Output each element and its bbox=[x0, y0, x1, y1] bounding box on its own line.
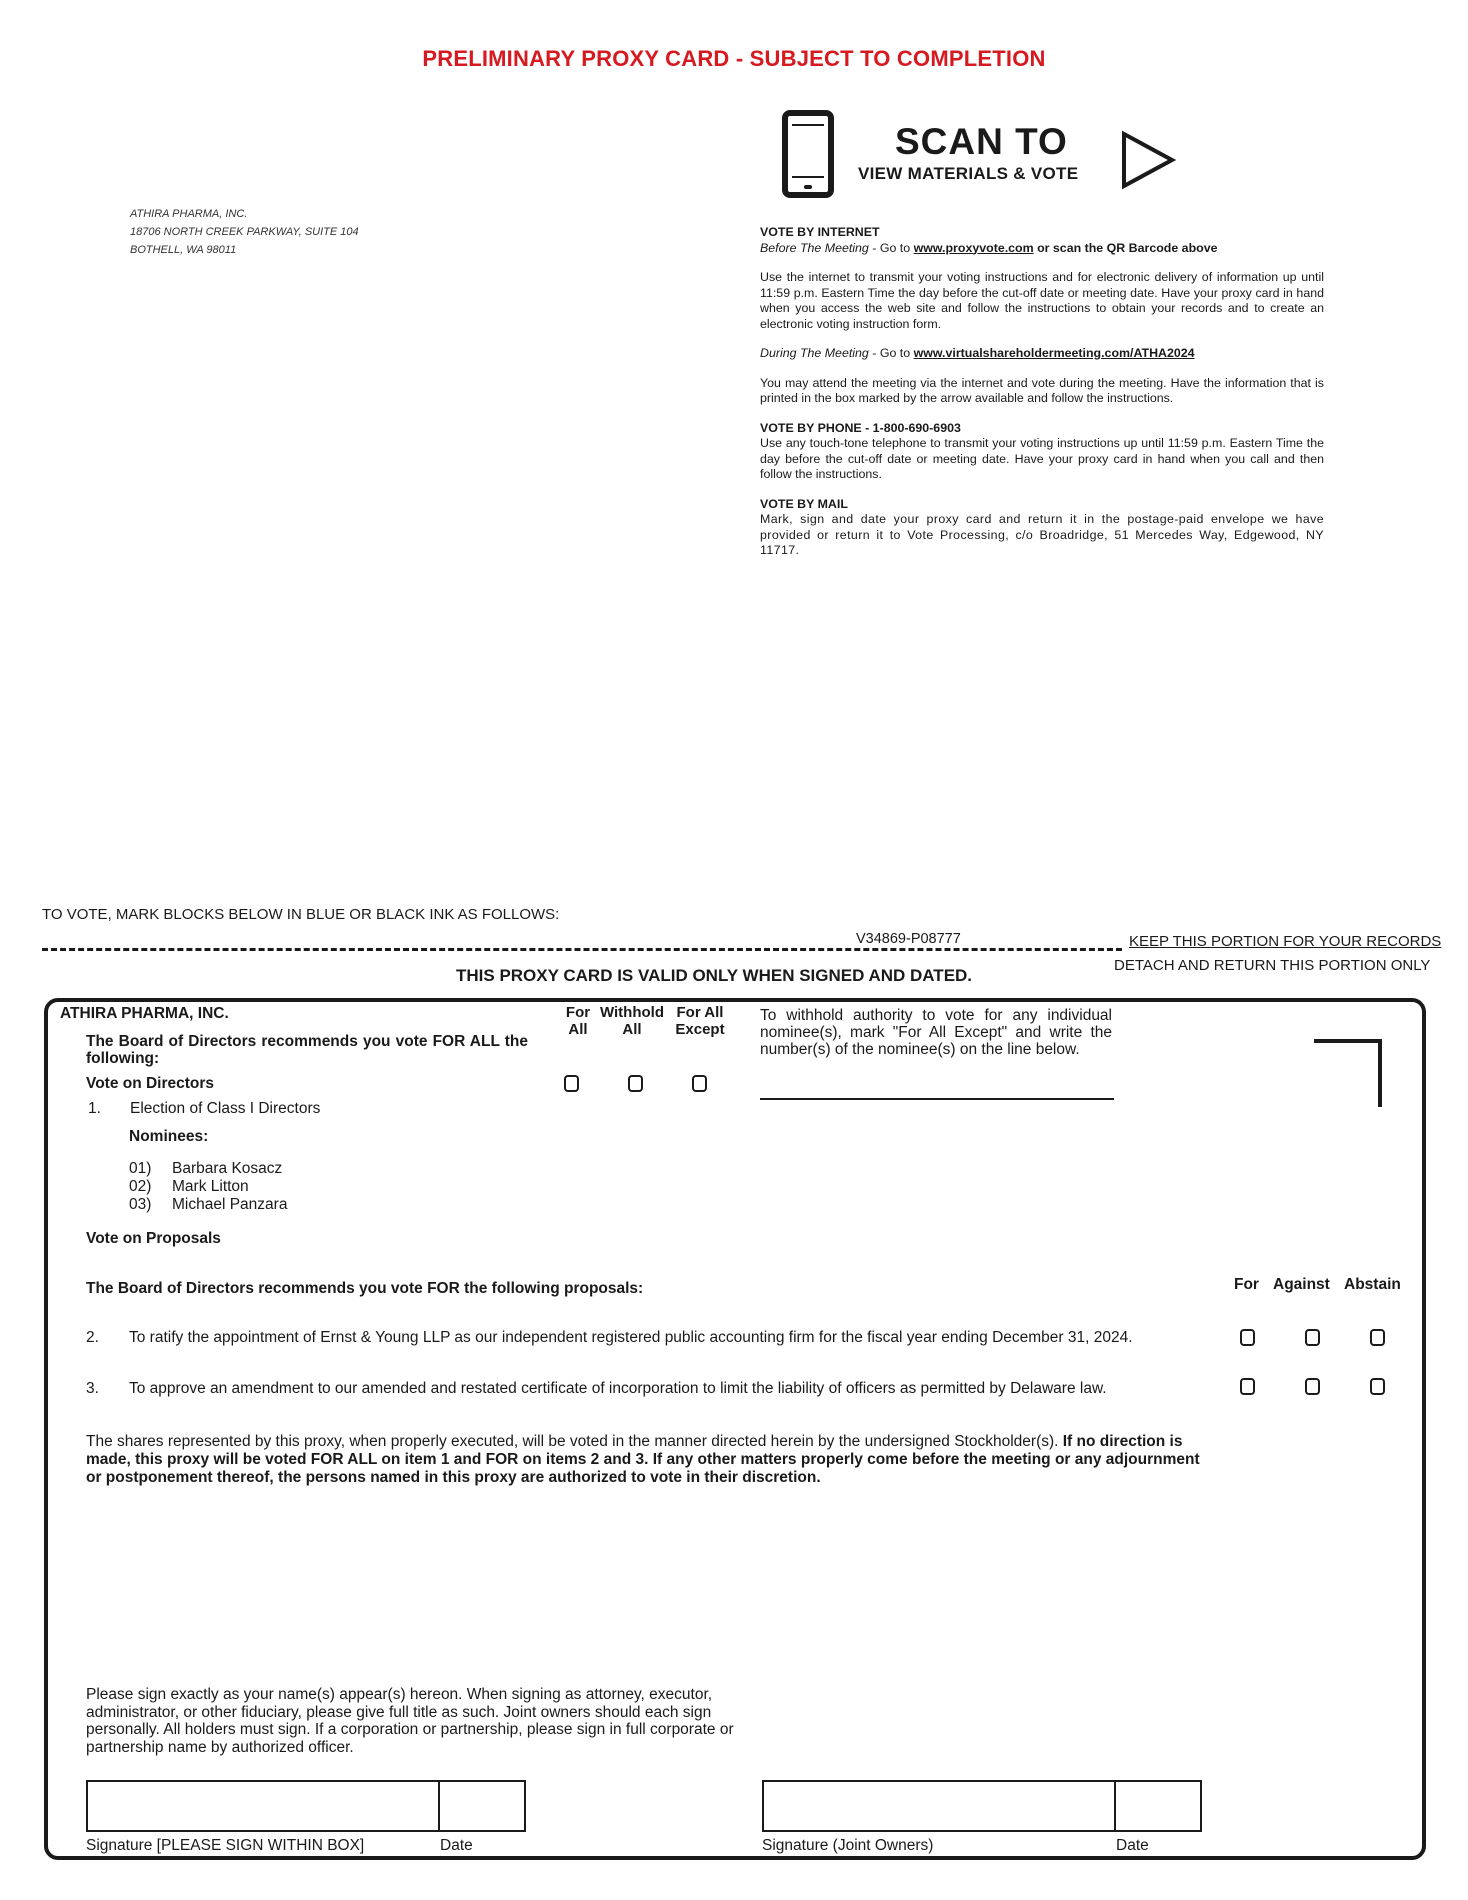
scan-heading: SCAN TO bbox=[895, 121, 1068, 162]
during-meeting-label: During The Meeting bbox=[760, 346, 869, 360]
joint-signature-box[interactable] bbox=[762, 1780, 1116, 1832]
board-recommendation: The Board of Directors recommends you vote FOR ALL the following: bbox=[86, 1033, 528, 1067]
withhold-all-checkbox[interactable] bbox=[628, 1075, 643, 1092]
vote-proposals-heading: Vote on Proposals bbox=[86, 1230, 221, 1247]
nominee-row bbox=[129, 1178, 287, 1196]
nominee-name: Barbara Kosacz bbox=[172, 1160, 283, 1177]
signing-instructions: Please sign exactly as your name(s) appear(s) hereon. When signing as attorney, executor, administrator, or other fiduciary, please give full title as such. Joint owners should each sign personally. All holders must sign. If a corporation or partnership, please sign in full corporate or partnership name by authorized officer. bbox=[86, 1686, 734, 1756]
nominees-label: Nominees: bbox=[129, 1128, 209, 1145]
internet-heading: VOTE BY INTERNET bbox=[760, 225, 880, 239]
col-abstain: Abstain bbox=[1344, 1276, 1401, 1293]
detach-return-label: DETACH AND RETURN THIS PORTION ONLY bbox=[1114, 957, 1431, 974]
for-all-checkbox[interactable] bbox=[564, 1075, 579, 1092]
signature-box[interactable] bbox=[86, 1780, 440, 1832]
go-to-text: - Go to bbox=[868, 240, 914, 255]
nominee-row bbox=[129, 1160, 287, 1178]
item-1-number: 1. bbox=[88, 1100, 101, 1117]
go-to-text-2: - Go to bbox=[868, 346, 914, 360]
detach-line bbox=[42, 948, 1122, 951]
proposal-3-text: To approve an amendment to our amended and restated certificate of incorporation to limit the liability of officers as permitted by Delaware law. bbox=[129, 1380, 1107, 1397]
joint-date-label: Date bbox=[1116, 1837, 1149, 1854]
col-except-line2: Except bbox=[675, 1021, 725, 1038]
mail-heading: VOTE BY MAIL bbox=[760, 496, 848, 511]
virtual-meeting-link[interactable]: www.virtualshareholdermeeting.com/ATHA2024 bbox=[913, 346, 1195, 360]
smartphone-icon bbox=[782, 110, 834, 198]
proposal-2-number: 2. bbox=[86, 1329, 99, 1346]
play-arrow-icon bbox=[1120, 130, 1176, 190]
board-recommendation-proposals: The Board of Directors recommends you vote FOR the following proposals: bbox=[86, 1280, 644, 1297]
scan-note: or scan the QR Barcode above bbox=[1033, 240, 1218, 255]
nominee-list bbox=[129, 1160, 287, 1214]
signature-label: Signature [PLEASE SIGN WITHIN BOX] bbox=[86, 1837, 365, 1854]
col-for-all-line1: For bbox=[565, 1004, 591, 1021]
shares-statement bbox=[86, 1433, 1204, 1487]
internet-body: Use the internet to transmit your voting instructions and for electronic delivery of information up until 11:59 p.m. Eastern Time the day before the cut-off date or meeting date. Have your proxy card in hand when you access the web site and follow the instructions to obtain your records and to create an electronic voting instruction form. bbox=[760, 270, 1324, 331]
proposal-3-against-checkbox[interactable] bbox=[1305, 1378, 1320, 1395]
nominee-name: Michael Panzara bbox=[172, 1196, 288, 1213]
proposal-2-for-checkbox[interactable] bbox=[1240, 1329, 1255, 1346]
proposal-3-abstain-checkbox[interactable] bbox=[1370, 1378, 1385, 1395]
col-withhold-line2: All bbox=[622, 1021, 642, 1038]
voting-instructions bbox=[760, 225, 1324, 573]
keep-portion-label: KEEP THIS PORTION FOR YOUR RECORDS bbox=[1129, 933, 1442, 950]
joint-signature-label: Signature (Joint Owners) bbox=[762, 1837, 934, 1854]
nominee-number: 01) bbox=[129, 1160, 152, 1177]
nominee-exception-line[interactable] bbox=[760, 1098, 1114, 1100]
col-against: Against bbox=[1273, 1276, 1330, 1293]
proposal-2-against-checkbox[interactable] bbox=[1305, 1329, 1320, 1346]
mark-instructions: TO VOTE, MARK BLOCKS BELOW IN BLUE OR BLACK INK AS FOLLOWS: bbox=[42, 906, 560, 923]
vote-directors-heading: Vote on Directors bbox=[86, 1075, 215, 1092]
page-title: PRELIMINARY PROXY CARD - SUBJECT TO COMPLETION bbox=[422, 46, 1046, 71]
validity-notice: THIS PROXY CARD IS VALID ONLY WHEN SIGNED AND DATED. bbox=[456, 966, 973, 985]
during-body: You may attend the meeting via the internet and vote during the meeting. Have the information that is printed in the box marked by the arrow available and follow the instructions. bbox=[760, 375, 1324, 405]
for-all-except-checkbox[interactable] bbox=[692, 1075, 707, 1092]
col-for-all-except bbox=[665, 1004, 735, 1038]
proxyvote-link[interactable]: www.proxyvote.com bbox=[913, 240, 1034, 255]
nominee-name: Mark Litton bbox=[172, 1178, 249, 1195]
nominee-number: 03) bbox=[129, 1196, 152, 1213]
scan-subheading: VIEW MATERIALS & VOTE bbox=[858, 164, 1079, 183]
item-1-text: Election of Class I Directors bbox=[130, 1100, 321, 1117]
col-for: For bbox=[1234, 1276, 1259, 1293]
col-for-all-line2: All bbox=[568, 1021, 588, 1038]
nominee-row bbox=[129, 1196, 287, 1214]
date-box[interactable] bbox=[438, 1780, 526, 1832]
proposal-2-text: To ratify the appointment of Ernst & Young LLP as our independent registered public accounting firm for the fiscal year ending December 31, 2024. bbox=[129, 1329, 1133, 1346]
proposal-3-number: 3. bbox=[86, 1380, 99, 1397]
col-except-line1: For All bbox=[676, 1004, 724, 1021]
phone-body: Use any touch-tone telephone to transmit your voting instructions up until 11:59 p.m. Eastern Time the day before the cut-off date or meeting date. Have your proxy card in hand when you call and then follow the instructions. bbox=[760, 436, 1324, 481]
col-withhold-all bbox=[592, 1004, 672, 1038]
address-line-1: 18706 NORTH CREEK PARKWAY, SUITE 104 bbox=[130, 226, 359, 238]
proposal-2-abstain-checkbox[interactable] bbox=[1370, 1329, 1385, 1346]
address-box-corner bbox=[1314, 1039, 1382, 1107]
withhold-instructions: To withhold authority to vote for any individual nominee(s), mark "For All Except" and write the number(s) of the nominee(s) on the line below. bbox=[760, 1007, 1112, 1058]
company-address bbox=[130, 205, 359, 259]
joint-date-box[interactable] bbox=[1114, 1780, 1202, 1832]
nominee-number: 02) bbox=[129, 1178, 152, 1195]
company-name: ATHIRA PHARMA, INC. bbox=[130, 208, 248, 220]
mail-body: Mark, sign and date your proxy card and return it in the postage-paid envelope we have provided or return it to Vote Processing, c/o Broadridge, 51 Mercedes Way, Edgewood, NY 11717. bbox=[760, 512, 1324, 557]
date-label: Date bbox=[440, 1837, 473, 1854]
shares-statement-normal: The shares represented by this proxy, when properly executed, will be voted in the manner directed herein by the undersigned Stockholder(s). bbox=[86, 1433, 1063, 1450]
col-withhold-line1: Withhold bbox=[599, 1004, 664, 1021]
shares-statement-bold: If no direction is made, this proxy will be voted FOR ALL on item 1 and FOR on items 2 and 3. If any other matters properly come before the meeting or any adjournment or postponement thereof, the persons named in this proxy are authorized to vote in their discretion. bbox=[86, 1433, 1200, 1486]
control-number: V34869-P08777 bbox=[856, 931, 961, 947]
address-line-2: BOTHELL, WA 98011 bbox=[130, 244, 237, 256]
phone-heading: VOTE BY PHONE - 1-800-690-6903 bbox=[760, 420, 961, 435]
before-meeting-label: Before The Meeting bbox=[760, 240, 869, 255]
proposal-3-for-checkbox[interactable] bbox=[1240, 1378, 1255, 1395]
card-company-name: ATHIRA PHARMA, INC. bbox=[60, 1005, 229, 1022]
